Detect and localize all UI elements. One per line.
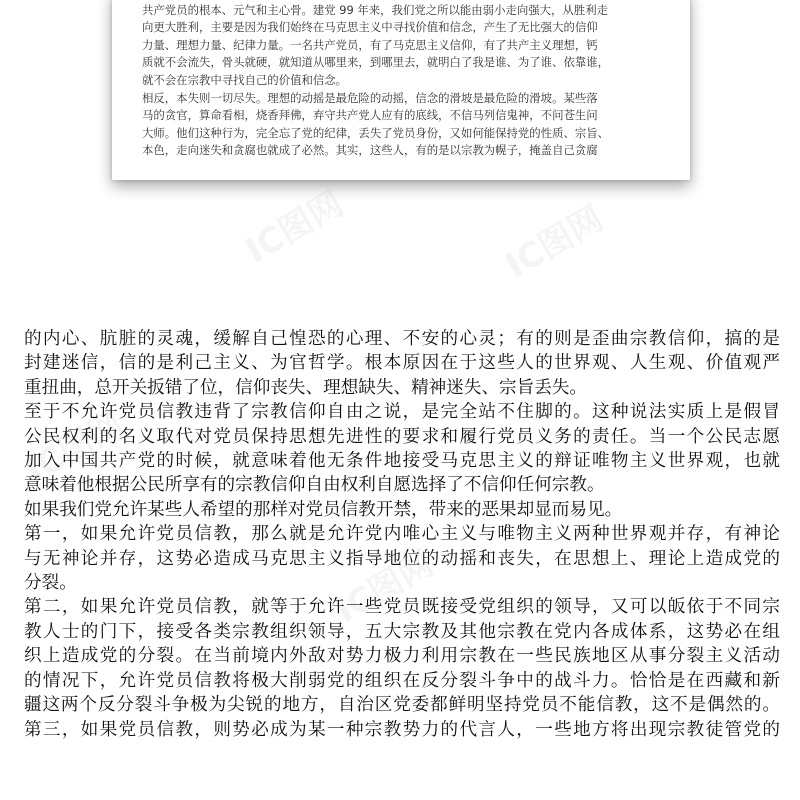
preview-line: 本色，走向迷失和贪腐也就成了必然。其实，这些人，有的是以宗教为幌子，掩盖自己贪腐 (142, 143, 598, 158)
body-line: 第二，如果允许党员信教，就等于允许一些党员既接受党组织的领导，又可以皈依于不同宗 (24, 597, 780, 618)
watermark-text: IC图网 (18, 403, 131, 492)
body-line: 公民权利的名义取代对党员保持思想先进性的要求和履行党员义务的责任。当一个公民志愿 (24, 426, 780, 447)
watermark-text: IC图网 (328, 543, 441, 632)
watermark-text: IC图网 (238, 183, 351, 272)
preview-line: 马的贪官，算命看相，烧香拜佛，弃守共产党人应有的底线，不信马列信鬼神，不问苍生问 (142, 108, 598, 123)
preview-line: 相反，本失则一切尽失。理想的动摇是最危险的动摇，信念的滑坡是最危险的滑坡。某些落 (142, 90, 598, 105)
preview-line: 力量、理想力量、纪律力量。一名共产党员，有了马克思主义信仰，有了共产主义理想，钙 (142, 37, 598, 52)
body-line: 织上造成党的分裂。在当前境内外敌对势力极力利用宗教在一些民族地区从事分裂主义活动 (24, 646, 780, 667)
body-line: 意味着他根据公民所享有的宗教信仰自由权利自愿选择了不信仰任何宗教。 (24, 475, 605, 496)
body-line: 疆这两个反分裂斗争极为尖锐的地方，自治区党委都鲜明坚持党员不能信教，这不是偶然的。 (24, 695, 780, 716)
body-line: 与无神论并存，这势必造成马克思主义指导地位的动摇和丧失，在思想上、理论上造成党的 (24, 548, 780, 569)
body-line: 教人士的门下，接受各类宗教组织领导，五大宗教及其他宗教在党内各成体系，这势必在组 (24, 621, 780, 642)
body-line: 第一，如果允许党员信教，那么就是允许党内唯心主义与唯物主义两种世界观并存，有神论 (24, 524, 780, 545)
watermark-text: IC图网 (498, 198, 611, 287)
article-body (24, 327, 780, 742)
preview-text-block (142, 0, 662, 160)
preview-line: 大师。他们这种行为，完全忘了党的纪律，丢失了党员身份，又如何能保持党的性质、宗旨、 (142, 125, 610, 140)
body-line: 至于不允许党员信教违背了宗教信仰自由之说，是完全站不住脚的。这种说法实质上是假冒 (24, 402, 780, 423)
document-preview-card (112, 0, 690, 180)
body-line: 第三，如果党员信教，则势必成为某一种宗教势力的代言人，一些地方将出现宗教徒管党的 (24, 719, 780, 740)
body-line: 封建迷信，信的是利己主义、为官哲学。根本原因在于这些人的世界观、人生观、价值观严 (24, 353, 780, 374)
body-line: 的内心、肮脏的灵魂，缓解自己惶恐的心理、不安的心灵；有的则是歪曲宗教信仰，搞的是 (24, 329, 780, 349)
body-line: 的情况下，允许党员信教将极大削弱党的组织在反分裂斗争中的战斗力。恰恰是在西藏和新 (24, 670, 780, 691)
preview-line: 共产党员的根本、元气和主心骨。建党 99 年来，我们党之所以能由弱小走向强大，从胜利走 (142, 2, 608, 17)
preview-line: 向更大胜利，主要是因为我们始终在马克思主义中寻找价值和信念，产生了无比强大的信仰 (142, 20, 598, 35)
preview-line: 质就不会流失，骨头就硬，就知道从哪里来，到哪里去，就明白了我是谁、为了谁、依靠谁， (142, 55, 610, 70)
body-line: 分裂。 (24, 573, 77, 594)
body-line: 加入中国共产党的时候，就意味着他无条件地接受马克思主义的辩证唯物主义世界观，也就 (24, 451, 780, 472)
body-line: 重扭曲，总开关扳错了位，信仰丧失、理想缺失、精神迷失、宗旨丢失。 (24, 377, 588, 398)
body-line: 如果我们党允许某些人希望的那样对党员信教开禁，带来的恶果却显而易见。 (24, 499, 623, 520)
preview-line: 就不会在宗教中寻找自己的价值和信念。 (142, 72, 348, 87)
